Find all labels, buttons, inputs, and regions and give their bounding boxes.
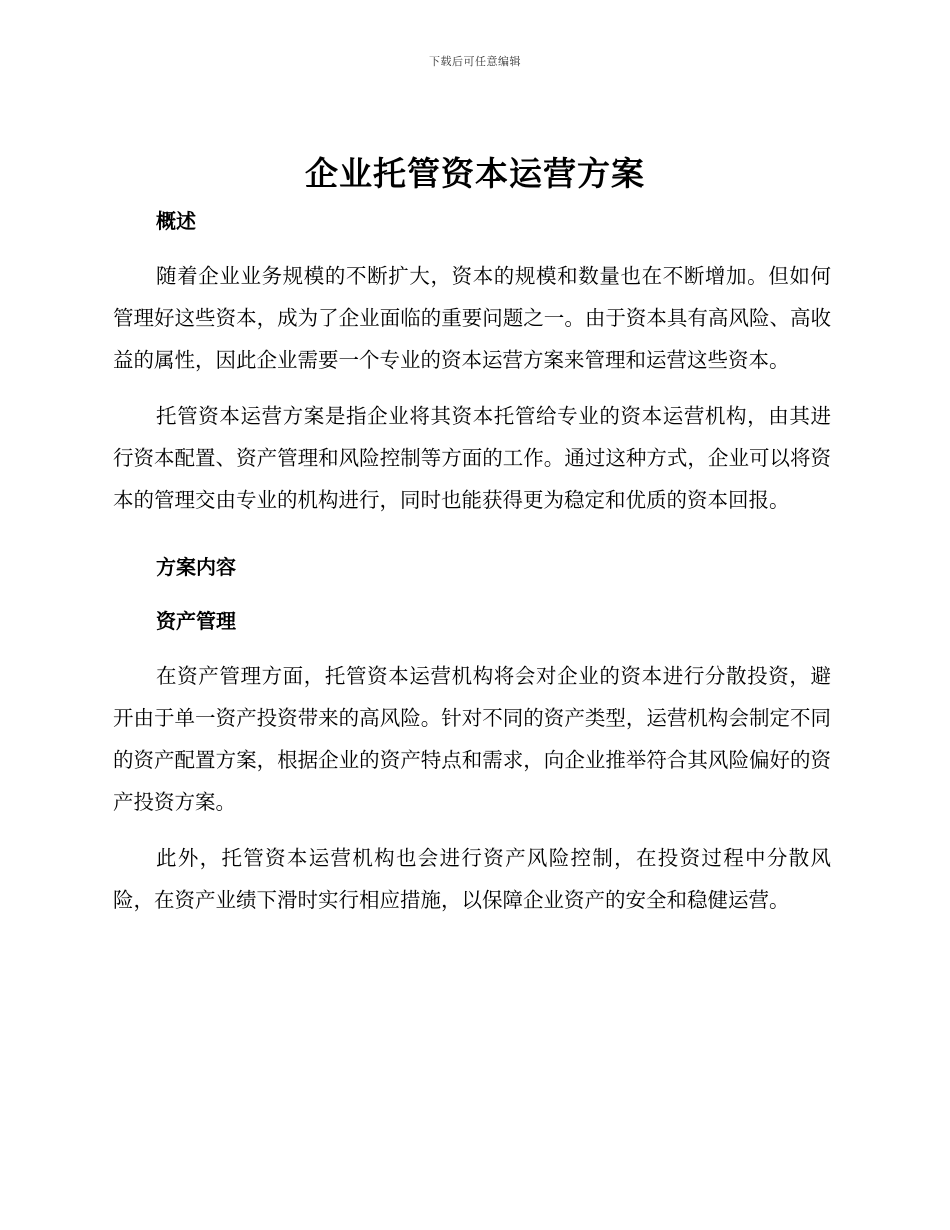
document-body: [113, 203, 831, 921]
paragraph-overview-1: 随着企业业务规模的不断扩大，资本的规模和数量也在不断增加。但如何管理好这些资本，成为了企业面临的重要问题之一。由于资本具有高风险、高收益的属性，因此企业需要一个专业的资本运营方案来管理和运营这些资本。: [113, 264, 831, 372]
paragraph-asset-2: 此外，托管资本运营机构也会进行资产风险控制，在投资过程中分散风险，在资产业绩下滑时实行相应措施，以保障企业资产的安全和稳健运营。: [113, 846, 831, 912]
paragraph-asset-1: 在资产管理方面，托管资本运营机构将会对企业的资本进行分散投资，避开由于单一资产投资带来的高风险。针对不同的资产类型，运营机构会制定不同的资产配置方案，根据企业的资产特点和需求，向企业推举符合其风险偏好的资产投资方案。: [113, 664, 831, 814]
section-heading-asset-management: 资产管理: [156, 609, 236, 633]
section-heading-plan-content: 方案内容: [156, 555, 236, 579]
paragraph-overview-2: 托管资本运营方案是指企业将其资本托管给专业的资本运营机构，由其进行资本配置、资产管理和风险控制等方面的工作。通过这种方式，企业可以将资本的管理交由专业的机构进行，同时也能获得更为稳定和优质的资本回报。: [113, 404, 831, 512]
section-heading-overview: 概述: [156, 209, 196, 233]
document-title: 企业托管资本运营方案: [305, 154, 645, 193]
header-note: 下载后可任意编辑: [429, 55, 521, 68]
